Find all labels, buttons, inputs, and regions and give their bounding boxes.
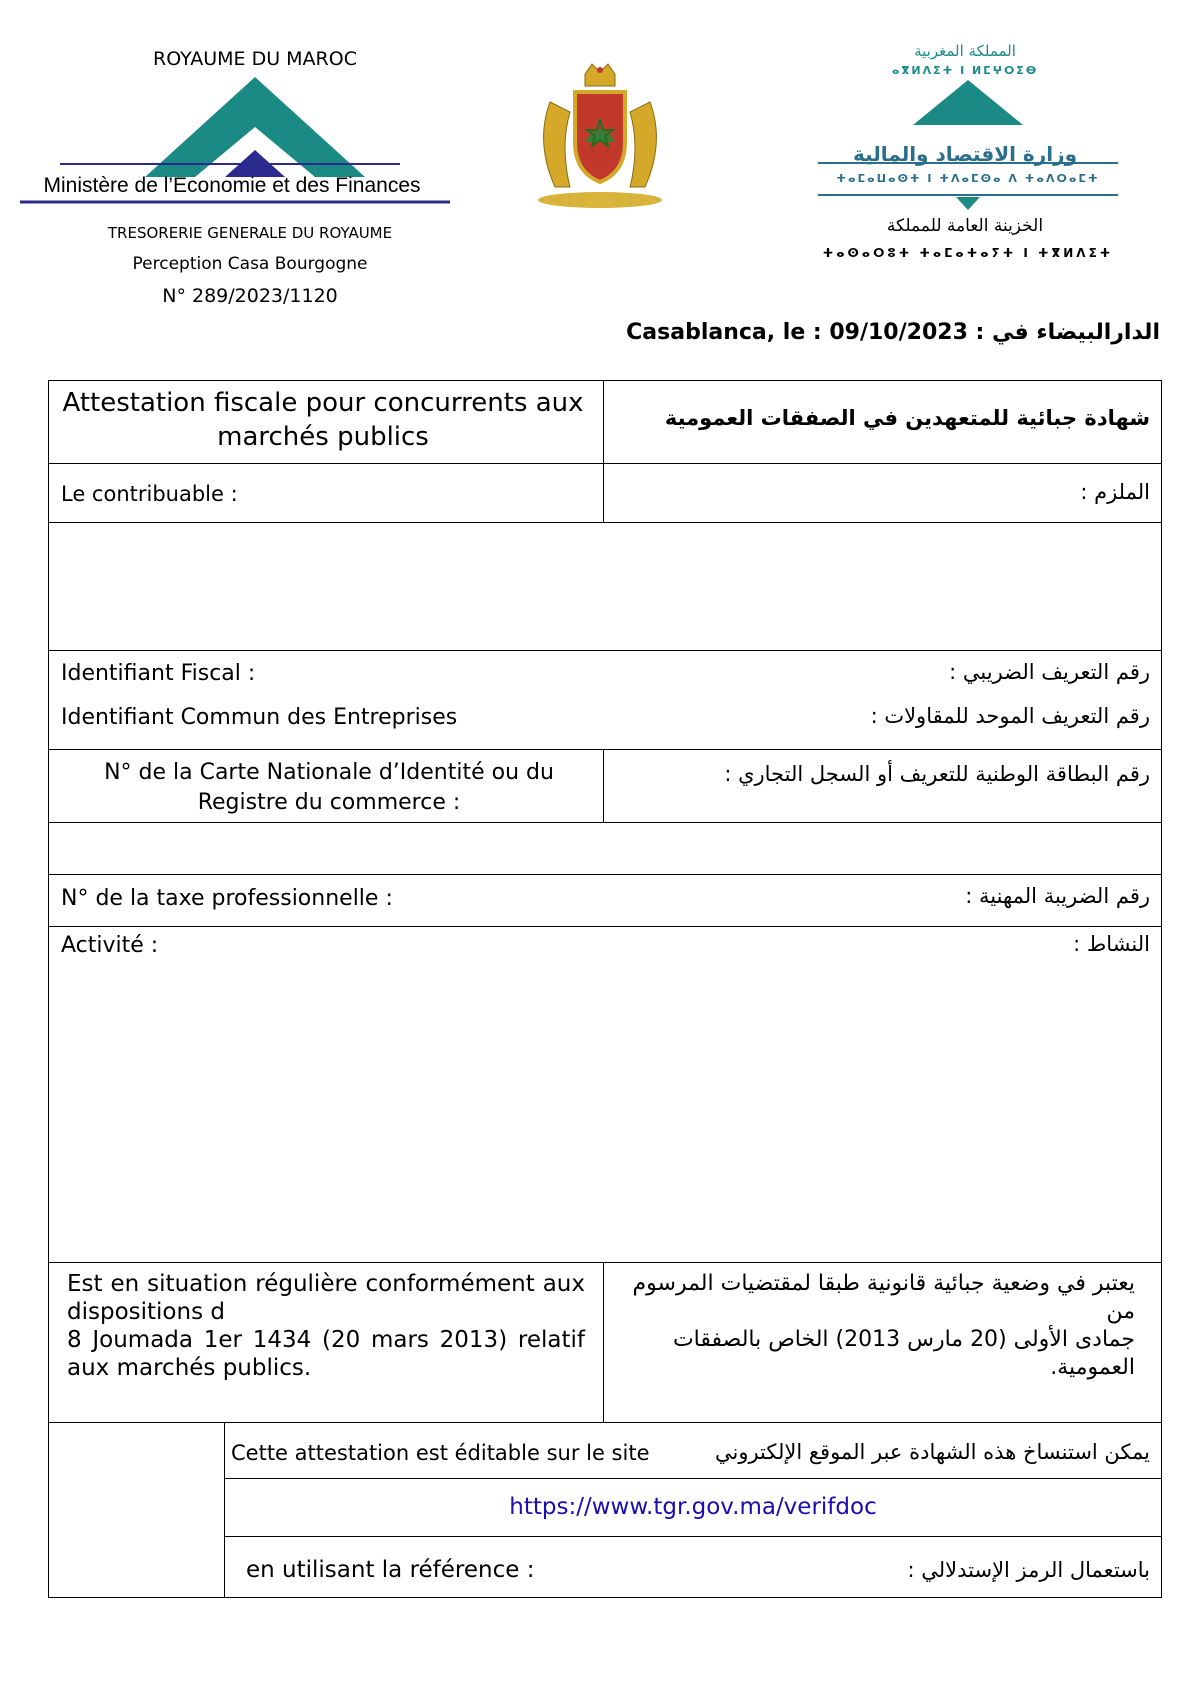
taxpayer-label-french: Le contribuable : xyxy=(61,482,238,506)
reference-label-french: en utilisant la référence : xyxy=(246,1557,535,1583)
row-divider xyxy=(48,463,1162,464)
activity-label-french: Activité : xyxy=(61,933,159,958)
dateline: Casablanca, le : 09/10/2023 : الدارالبيضاء في xyxy=(626,320,1160,345)
regularity-ar-line-1: يعتبر في وضعية جبائية قانونية طبقا لمقتضيات المرسوم من xyxy=(632,1271,1135,1324)
ice-label-french: Identifiant Commun des Entreprises xyxy=(61,705,458,730)
ice-label-arabic: رقم التعريف الموحد للمقاولات : xyxy=(870,704,1150,728)
row-divider xyxy=(48,926,1162,927)
tp-label-arabic: رقم الضريبة المهنية : xyxy=(965,884,1150,908)
royal-coat-of-arms xyxy=(530,62,670,212)
ministry-tifinagh: ⵜⴰⵎⴰⵡⴰⵙⵜ ⵏ ⵜⴷⴰⵎⵙⴰ ⴷ ⵜⴰⴷⵔⴰⵎⵜ xyxy=(836,172,1100,185)
fiscal-id-label-arabic: رقم التعريف الضريبي : xyxy=(949,660,1150,684)
title-french: Attestation fiscale pour concurrents aux marchés publics xyxy=(62,388,584,452)
editable-label-arabic: يمكن استنساخ هذه الشهادة عبر الموقع الإلكتروني xyxy=(714,1440,1150,1464)
treasury-label: TRESORERIE GENERALE DU ROYAUME xyxy=(107,224,393,242)
verification-link[interactable]: https://www.tgr.gov.ma/verifdoc xyxy=(509,1494,877,1520)
taxpayer-label-arabic: الملزم : xyxy=(1080,480,1150,504)
ministry-name: Ministère de l’Economie et des Finances xyxy=(43,174,421,197)
regularity-line-1: Est en situation régulière conformément aux dispositions d xyxy=(67,1271,585,1325)
document-number: N° 289/2023/1120 xyxy=(162,285,338,307)
editable-label-french: Cette attestation est éditable sur le site xyxy=(231,1441,650,1465)
row-divider xyxy=(48,1422,1162,1423)
column-divider xyxy=(603,380,604,522)
cin-rc-label-arabic: رقم البطاقة الوطنية للتعريف أو السجل التجاري : xyxy=(724,762,1150,786)
tp-label-french: N° de la taxe professionnelle : xyxy=(61,886,393,911)
kingdom-arabic: المملكة المغربية xyxy=(914,42,1016,60)
treasury-tifinagh: ⵜⴰⵙⴰⵔⵓⵜ ⵜⴰⵎⴰⵜⴰⵢⵜ ⵏ ⵜⴳⵍⴷⵉⵜ xyxy=(822,246,1114,260)
kingdom-tifinagh: ⴰⴳⵍⴷⵉⵜ ⵏ ⵍⵎⵖⵔⵉⴱ xyxy=(891,64,1039,77)
taxpayer-value xyxy=(50,524,1160,648)
qr-code-area xyxy=(50,1424,222,1596)
regularity-statement-arabic xyxy=(630,1270,1135,1382)
regularity-ar-line-2: جمادى الأولى (20 مارس 2013) الخاص بالصفقات العمومية. xyxy=(672,1327,1135,1380)
cin-rc-value xyxy=(50,824,1160,872)
regularity-statement-french xyxy=(67,1270,585,1382)
column-divider xyxy=(603,1262,604,1422)
ministry-arabic: وزارة الاقتصاد والمالية xyxy=(852,142,1078,166)
country-label: ROYAUME DU MAROC xyxy=(153,48,357,70)
row-divider xyxy=(48,650,1162,651)
row-divider xyxy=(224,1536,1162,1537)
row-divider xyxy=(48,874,1162,875)
row-divider xyxy=(48,822,1162,823)
treasury-arabic: الخزينة العامة للمملكة xyxy=(886,216,1044,236)
column-divider xyxy=(603,749,604,822)
regularity-line-2: 8 Joumada 1er 1434 (20 mars 2013) relatif aux marchés publics. xyxy=(67,1327,585,1381)
office-label: Perception Casa Bourgogne xyxy=(132,254,368,274)
row-divider xyxy=(48,749,1162,750)
row-divider xyxy=(48,522,1162,523)
cin-rc-label-french: N° de la Carte Nationale d’Identité ou du Registre du commerce : xyxy=(104,760,554,815)
ministry-logo xyxy=(20,72,490,222)
row-divider xyxy=(48,1262,1162,1263)
reference-label-arabic: باستعمال الرمز الإستدلالي : xyxy=(907,1558,1150,1582)
fiscal-id-label-french: Identifiant Fiscal : xyxy=(61,661,256,686)
activity-label-arabic: النشاط : xyxy=(1073,932,1150,956)
row-divider xyxy=(224,1478,1162,1479)
title-arabic: شهادة جبائية للمتعهدين في الصفقات العمومية xyxy=(664,406,1150,430)
